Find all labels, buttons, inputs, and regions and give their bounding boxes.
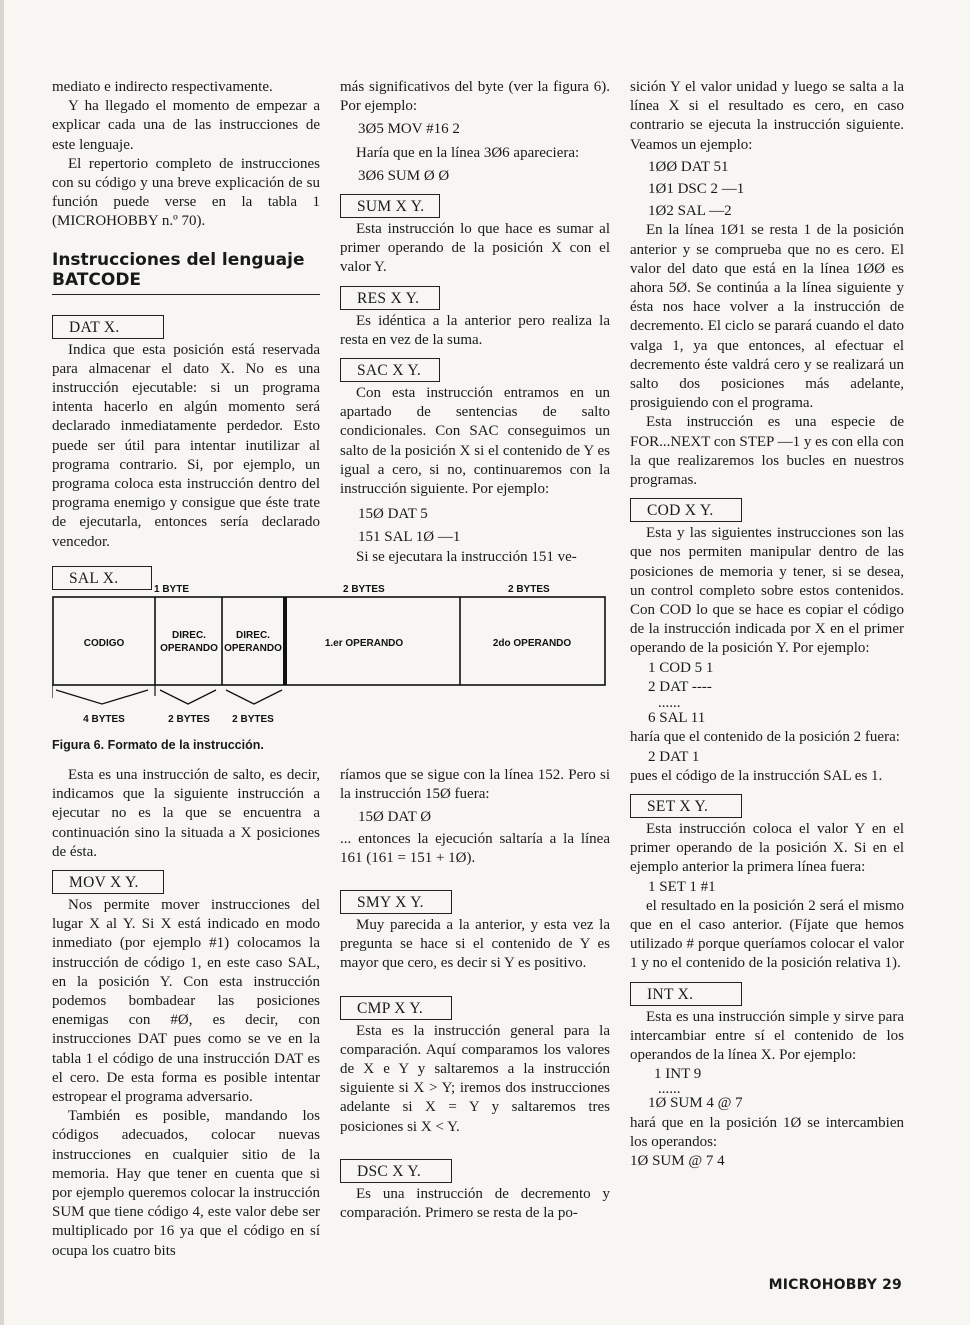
- paragraph: pues el código de la instrucción SAL es 1.: [630, 767, 883, 784]
- page-edge: [0, 0, 4, 1325]
- label-1byte: 1 BYTE: [154, 584, 190, 595]
- column-left-bottom: [52, 766, 320, 1261]
- code-example: 2 DAT 1: [648, 748, 700, 765]
- paragraph: Es una instrucción de decremento y comparación. Primero se resta de la po-: [340, 1185, 610, 1222]
- paragraph: Esta y las siguientes instrucciones son las que nos permiten manipular dentro de las posiciones de memoria y tener, si se desea, un control completo sobre estos contenidos. Con COD lo que se hace es copiar el código de la instrucción indicada por X en el primer operando de la posición Y. Por ejemplo:: [630, 525, 904, 657]
- paragraph: Es idéntica a la anterior pero realiza la resta en vez de la suma.: [340, 312, 610, 348]
- instruction-box-cmp: CMP X Y.: [340, 996, 452, 1020]
- paragraph: Nos permite mover instrucciones del lugar X al Y. Si X está indicado en modo inmediato (por ejemplo #1) colocamos la instrucción de código 1, en este caso SAL, en la posición Y. Con esta instrucción podemos bombadear las posiciones enemigas con #Ø, es decir, con instrucciones DAT pues como se ve en la tabla 1 el código de una instrucción DAT es el cero. De esta forma es posible intentar estropear el programa adversario.: [52, 897, 320, 1106]
- cell-codigo: CODIGO: [83, 638, 125, 649]
- code-example: 1Ø SUM @ 7 4: [630, 1152, 725, 1169]
- cell-direc: DIREC.: [172, 630, 206, 641]
- code-example: ......: [658, 1081, 681, 1098]
- instruction-box-mov: MOV X Y.: [52, 870, 164, 894]
- paragraph: En la línea 1Ø1 se resta 1 de la posición anterior y se comprueba que no es cero. El valor del dato que está en la línea 1ØØ es ahora 5Ø. Se continúa a la línea siguiente y ésta nos hace volver a la instrucción de decremento. El ciclo se parará cuando el dato valga 1, ya que entonces, al efectuar el decremento éste valdrá cero y se realizará un salto dos posiciones más adelante, prosiguiendo con el programa.: [630, 222, 904, 412]
- code-example: 3Ø5 MOV #16 2: [358, 121, 460, 138]
- column-left-top: [52, 78, 320, 592]
- code-example: 15Ø DAT Ø: [358, 809, 432, 826]
- code-example: 15Ø DAT 5: [358, 506, 428, 523]
- paragraph: sición Y el valor unidad y luego se salta a la línea X si el resultado es cero, en caso contrario se ejecuta la instrucción siguiente. Veamos un ejemplo:: [630, 79, 904, 153]
- code-example: 1 INT 9: [654, 1066, 702, 1083]
- code-example: 2 DAT ----: [648, 678, 712, 695]
- code-example: 1Ø2 SAL —2: [648, 203, 732, 220]
- paragraph: más significativos del byte (ver la figura 6). Por ejemplo:: [340, 79, 610, 115]
- label-2bytes: 2 BYTES: [168, 714, 210, 725]
- paragraph: También es posible, mandando los códigos adecuados, colocar nuevas instrucciones en cualquier sitio de la memoria. Hay que tener en cuenta que si por ejemplo queremos colocar la instrucción SUM que tiene código 4, este valor debe ser multiplicado por 16 ya que el código en sí ocupa los cuatro bits: [52, 1108, 320, 1259]
- paragraph: Esta es una instrucción simple y sirve para intercambiar entre sí el contenido de los operandos de la línea X. Por ejemplo:: [630, 1008, 904, 1063]
- cell-first-operand: 1.er OPERANDO: [324, 638, 404, 649]
- paragraph: hará que en la posición 1Ø se intercambien los operandos:: [630, 1114, 904, 1150]
- paragraph: Esta instrucción es una especie de FOR...NEXT con STEP —1 y es con ella con la que realizaremos los bucles en nuestros programas.: [630, 414, 904, 489]
- figure-instruction-format: [52, 578, 608, 758]
- figure-caption: Figura 6. Formato de la instrucción.: [52, 738, 264, 752]
- instruction-box-sal: SAL X.: [52, 566, 152, 590]
- code-example: 3Ø6 SUM Ø Ø: [358, 167, 450, 184]
- paragraph: Haría que en la línea 3Ø6 apareciera:: [356, 144, 580, 161]
- paragraph: haría que el contenido de la posición 2 fuera:: [630, 729, 900, 746]
- column-middle-bottom: [340, 766, 610, 1223]
- instruction-format-diagram: [52, 578, 608, 736]
- paragraph: ... entonces la ejecución saltaría a la línea 161 (161 = 151 + 1Ø).: [340, 830, 610, 866]
- code-example: 1Ø SUM 4 @ 7: [648, 1095, 743, 1112]
- paragraph: Y ha llegado el momento de empezar a explicar cada una de las instrucciones de este lenguaje.: [52, 98, 320, 153]
- label-2bytes: 2 BYTES: [343, 584, 385, 595]
- code-example: 1Ø1 DSC 2 —1: [648, 181, 745, 198]
- label-2bytes: 2 BYTES: [232, 714, 274, 725]
- paragraph: Indica que esta posición está reservada para almacenar el dato X. No es una instrucción ejecutable: si un programa intenta hacerlo en algún momento será declarado inmediatamente perdedor. Esto puede ser útil para intentar inutilizar al programa contrario. Si, por ejemplo, un programa coloca esta instrucción dentro del programa enemigo y consigue que éste trate de ejecutarla, entonces sería declarado vencedor.: [52, 341, 320, 550]
- instruction-box-sum: SUM X Y.: [340, 194, 440, 218]
- cell-operando: OPERANDO: [224, 643, 282, 654]
- label-4bytes: 4 BYTES: [83, 714, 125, 725]
- paragraph: mediato e indirecto respectivamente.: [52, 79, 273, 95]
- instruction-box-int: INT X.: [630, 982, 742, 1006]
- page-footer: MICROHOBBY 29: [768, 1277, 902, 1293]
- paragraph: Esta es una instrucción de salto, es decir, indicamos que la siguiente instrucción a ejecutar no es la que se encuentra a continuación sino la situada a X posiciones de ésta.: [52, 767, 320, 860]
- column-middle-top: [340, 78, 610, 567]
- instruction-box-dsc: DSC X Y.: [340, 1159, 452, 1183]
- paragraph: Con esta instrucción entramos en un apartado de sentencias de salto condicionales. Con SAC conseguimos un salto de la posición X si el contenido de Y es igual a cero, si no, continuaremos con la instrucción siguiente. Por ejemplo:: [340, 385, 610, 498]
- instruction-box-dat: DAT X.: [52, 315, 164, 339]
- column-right: [630, 78, 904, 1171]
- code-example: 6 SAL 11: [648, 710, 706, 727]
- label-2bytes: 2 BYTES: [508, 584, 550, 595]
- instruction-box-smy: SMY X Y.: [340, 890, 452, 914]
- paragraph: el resultado en la posición 2 será el mismo que en el caso anterior. (Fíjate que hemos utilizado # porque queríamos colocar el valor 1 y no el contenido de la posición relativa 1).: [630, 897, 904, 972]
- instruction-box-sac: SAC X Y.: [340, 358, 440, 382]
- instruction-box-cod: COD X Y.: [630, 498, 742, 522]
- code-example: ......: [658, 695, 681, 712]
- cell-direc: DIREC.: [236, 630, 270, 641]
- paragraph: Si se ejecutara la instrucción 151 ve-: [356, 548, 577, 565]
- cell-second-operand: 2do OPERANDO: [492, 638, 572, 649]
- cell-operando: OPERANDO: [160, 643, 218, 654]
- paragraph: Muy parecida a la anterior, y esta vez la pregunta se hace si el contenido de Y es mayor que cero, es decir si Y es positivo.: [340, 917, 610, 972]
- section-heading: Instrucciones del lenguaje BATCODE: [52, 250, 320, 295]
- instruction-box-set: SET X Y.: [630, 794, 742, 818]
- paragraph: ríamos que se sigue con la línea 152. Pero si la instrucción 15Ø fuera:: [340, 767, 610, 803]
- paragraph: El repertorio completo de instrucciones con su código y una breve explicación de su función puede verse en la tabla 1 (MICROHOBBY n.º 70).: [52, 155, 320, 230]
- instruction-box-res: RES X Y.: [340, 286, 440, 310]
- paragraph: Esta instrucción coloca el valor Y en el primer operando de la posición X. Si en el ejemplo anterior la primera línea fuera:: [630, 820, 904, 876]
- code-example: 1 SET 1 #1: [648, 878, 716, 895]
- code-example: 1 COD 5 1: [648, 659, 714, 676]
- code-example: 151 SAL 1Ø —1: [358, 529, 461, 546]
- paragraph: Esta es la instrucción general para la comparación. Aquí comparamos los valores de X e Y y saltaremos a la instrucción siguiente si X > Y; iremos dos instrucciones adelante si X = Y y saltaremos tres posiciones si X < Y.: [340, 1022, 610, 1135]
- code-example: 1ØØ DAT 51: [648, 158, 729, 175]
- paragraph: Esta instrucción lo que hace es sumar al primer operando de la posición X con el valor Y.: [340, 221, 610, 276]
